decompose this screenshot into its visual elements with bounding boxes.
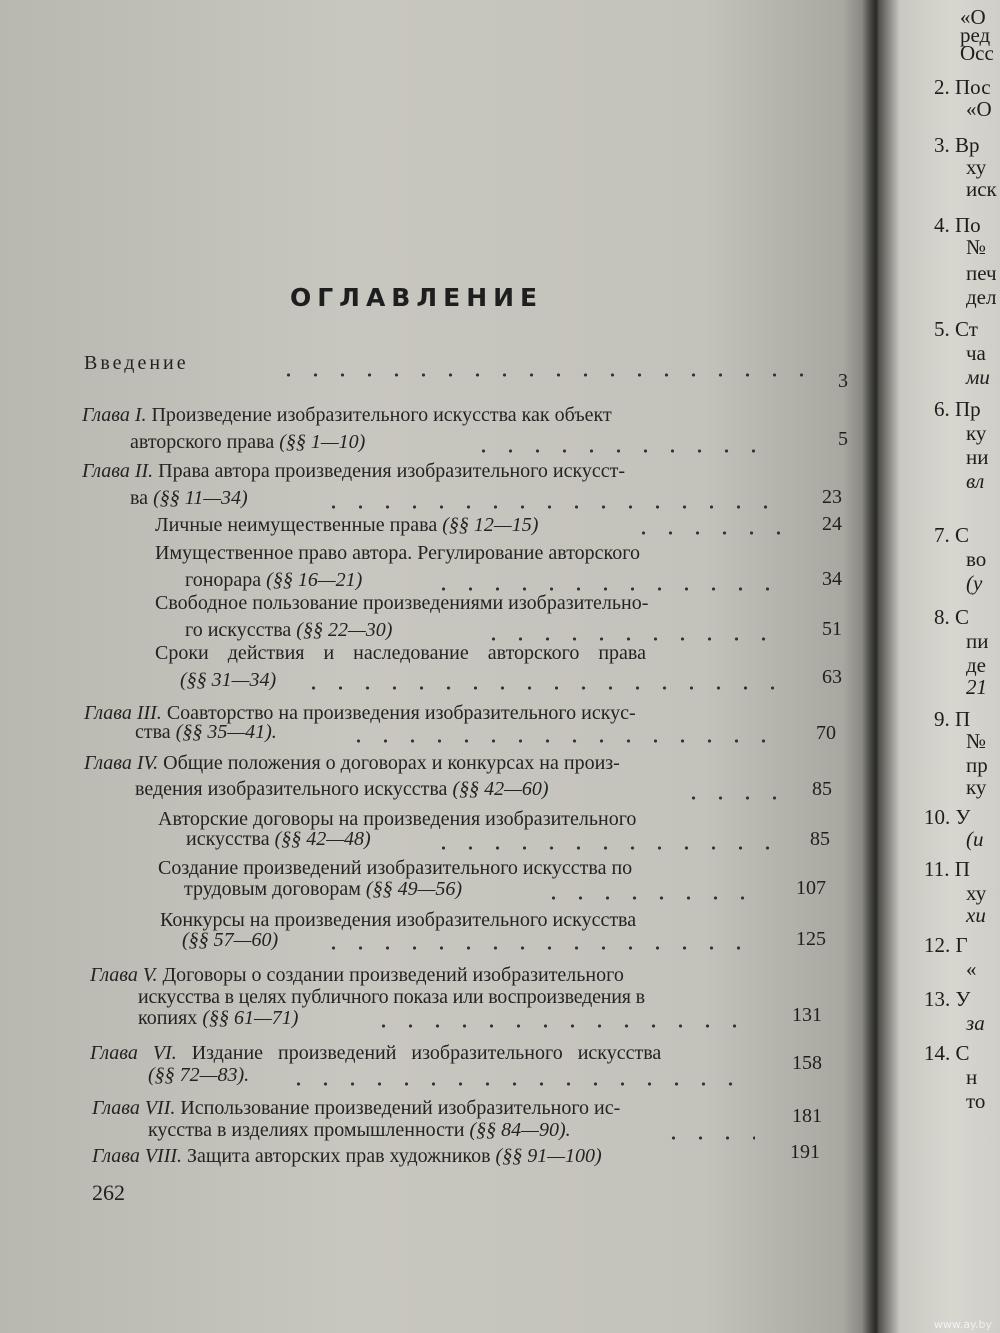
right-fragment: ку — [966, 421, 987, 445]
entry-line: Имущественное право автора. Регулирование авторского — [155, 542, 640, 564]
dot-leader — [680, 795, 780, 801]
dot-leader — [345, 738, 785, 744]
toc-subentry-property-right — [155, 540, 640, 566]
toc-entry-intro: Введение — [84, 352, 189, 374]
right-fragment: № — [966, 235, 987, 259]
section-range: (§§ 61—71) — [202, 1007, 299, 1029]
right-fragment: хи — [966, 903, 986, 927]
toc-subentry-terms-cont — [180, 667, 276, 693]
page-title: ОГЛАВЛЕНИЕ — [290, 283, 544, 312]
page-ref: 34 — [822, 568, 842, 590]
entry-line: го искусства — [185, 619, 292, 641]
right-fragment: 8. С — [934, 605, 970, 629]
right-fragment: 3. Вр — [934, 133, 980, 157]
section-range: (§§ 42—60) — [452, 778, 549, 800]
toc-entry-chapter-2 — [82, 458, 625, 484]
section-range: (§§ 22—30) — [296, 619, 393, 641]
right-fragment: 12. Г — [924, 933, 968, 957]
chapter-label: Глава III. — [84, 702, 162, 724]
toc-entry-chapter-1 — [82, 402, 612, 428]
entry-line: авторского права — [130, 431, 275, 453]
section-range: (§§ 91—100) — [495, 1145, 602, 1167]
dot-leader — [430, 845, 775, 851]
section-range: (§§ 16—21) — [266, 569, 363, 591]
right-fragment: 21 — [966, 675, 987, 699]
right-fragment: 11. П — [924, 857, 970, 881]
toc-subentry-competitions-cont — [182, 927, 278, 953]
right-fragment: ху — [966, 155, 987, 179]
right-fragment: «О — [960, 5, 986, 29]
right-fragment: пр — [966, 753, 988, 777]
page-ref: 3 — [838, 370, 848, 392]
entry-line: Соавторство на произведения изобразительного искус- — [166, 702, 636, 724]
toc-entry-chapter-7-cont — [148, 1117, 571, 1143]
right-fragment: 14. С — [924, 1041, 970, 1065]
dot-leader — [300, 685, 780, 691]
entry-line: Защита авторских прав художников — [187, 1145, 491, 1167]
dot-leader — [370, 1023, 760, 1029]
chapter-label: Глава VI. — [90, 1042, 177, 1064]
entry-line: ведения изобразительного искусства — [135, 778, 448, 800]
page-ref: 131 — [792, 1004, 822, 1026]
right-fragment: « — [966, 957, 977, 981]
dot-leader — [470, 448, 770, 454]
page-ref: 158 — [792, 1052, 822, 1074]
chapter-label: Глава II. — [82, 460, 154, 482]
right-fragment: ни — [966, 445, 989, 469]
right-fragment: де — [966, 653, 987, 677]
page-number: 262 — [92, 1180, 125, 1205]
entry-line: Общие положения о договорах и конкурсах на произ- — [163, 752, 620, 774]
toc-subentry-author-contracts-cont — [186, 826, 371, 852]
chapter-label: Глава V. — [90, 964, 158, 986]
right-fragment: пи — [966, 629, 989, 653]
chapter-label: Глава IV. — [84, 752, 159, 774]
toc-entry-chapter-3-cont — [135, 719, 277, 745]
page-ref: 70 — [816, 722, 836, 744]
entry-line: Сроки действия и наследование авторского права — [155, 642, 646, 664]
entry-line: Договоры о создании произведений изобразительного — [162, 964, 624, 986]
entry-line: Личные неимущественные права — [155, 514, 438, 536]
right-page — [878, 0, 1000, 1333]
dot-leader — [540, 895, 760, 901]
toc-entry-chapter-4-cont — [135, 776, 549, 802]
page-ref: 5 — [838, 428, 848, 450]
chapter-label: Глава I. — [82, 404, 147, 426]
right-fragment: во — [966, 547, 987, 571]
right-fragment: Осс — [960, 41, 994, 65]
right-fragment: (и — [966, 827, 984, 851]
right-fragment: то — [966, 1089, 986, 1113]
toc-subentry-personal-rights — [155, 512, 538, 538]
dot-leader — [320, 945, 760, 951]
section-range: (§§ 49—56) — [365, 878, 463, 900]
section-range: (§§ 12—15) — [442, 514, 539, 536]
page-ref: 23 — [822, 486, 842, 508]
toc-subentry-terms — [155, 640, 646, 666]
page-ref: 85 — [810, 828, 830, 850]
right-fragment: ми — [966, 365, 990, 389]
right-fragment: иск — [966, 177, 997, 201]
toc-subentry-employment-works-cont — [184, 876, 462, 902]
section-range: (§§ 57—60) — [182, 929, 279, 951]
section-range: (§§ 31—34) — [180, 669, 277, 691]
right-fragment: № — [966, 729, 987, 753]
chapter-label: Глава VIII. — [92, 1145, 183, 1167]
entry-line: Произведение изобразительного искусства как объект — [151, 404, 612, 426]
dot-leader — [630, 530, 790, 536]
right-fragment: (у — [966, 571, 983, 595]
entry-line: Права автора произведения изобразительного искусст- — [158, 460, 626, 482]
toc-entry-chapter-1-cont — [130, 429, 365, 455]
right-fragment: 4. По — [934, 213, 981, 237]
entry-line: Авторские договоры на произведения изобразительного — [158, 808, 637, 830]
toc-subentry-free-use — [155, 590, 648, 616]
entry-line: искусства — [186, 828, 270, 850]
right-fragment: вл — [966, 469, 985, 493]
toc-entry-chapter-2-cont — [130, 485, 248, 511]
page-ref: 63 — [822, 666, 842, 688]
right-fragment: ред — [960, 23, 991, 47]
dot-leader — [285, 1081, 755, 1087]
section-range: (§§ 11—34) — [153, 487, 248, 509]
entry-line: копиях — [138, 1007, 198, 1029]
right-fragment: 7. С — [934, 523, 970, 547]
entry-line: ва — [130, 487, 149, 509]
right-fragment: н — [966, 1065, 978, 1089]
right-fragment: за — [966, 1011, 985, 1035]
chapter-label: Глава VII. — [92, 1097, 176, 1119]
entry-line: Создание произведений изобразительного искусства по — [158, 857, 633, 879]
entry-line: гонорара — [185, 569, 262, 591]
entry-line: Издание произведений изобразительного искусства — [191, 1042, 662, 1064]
right-fragment: 2. Пос — [934, 75, 991, 99]
right-fragment: 5. Ст — [934, 317, 978, 341]
page-ref: 51 — [822, 618, 842, 640]
entry-line: ства — [135, 721, 171, 743]
section-range: (§§ 35—41). — [175, 721, 277, 743]
entry-line: кусства в изделиях промышленности — [148, 1119, 465, 1141]
section-range: (§§ 84—90). — [469, 1119, 571, 1141]
right-fragment: «О — [966, 97, 992, 121]
right-fragment: ку — [966, 775, 987, 799]
right-fragment: 9. П — [934, 707, 971, 731]
toc-entry-chapter-8 — [92, 1143, 602, 1169]
toc-entry-chapter-6-cont — [148, 1062, 249, 1088]
section-range: (§§ 42—48) — [274, 828, 371, 850]
entry-line: Свободное пользование произведениями изобразительно- — [155, 592, 649, 614]
section-range: (§§ 72—83). — [148, 1064, 250, 1086]
page-ref: 107 — [796, 877, 826, 899]
right-fragment: дел — [966, 285, 997, 309]
watermark: www.ay.by — [933, 1318, 992, 1331]
entry-line: Использование произведений изобразительного ис- — [180, 1097, 621, 1119]
right-fragment: ча — [966, 341, 986, 365]
dot-leader — [275, 372, 815, 378]
entry-line: искусства в целях публичного показа или воспроизведения в — [138, 986, 645, 1008]
right-fragment: печ — [966, 261, 997, 285]
entry-line: трудовым договорам — [184, 878, 361, 900]
right-fragment: 10. У — [924, 805, 971, 829]
page-ref: 24 — [822, 513, 842, 535]
dot-leader — [320, 504, 790, 510]
page-ref: 85 — [812, 778, 832, 800]
section-range: (§§ 1—10) — [279, 431, 366, 453]
bleed-through-text — [90, 0, 810, 300]
dot-leader — [660, 1135, 755, 1141]
page-ref: 191 — [790, 1141, 820, 1163]
toc-entry-chapter-5-cont2 — [138, 1005, 298, 1031]
right-fragment: ху — [966, 881, 987, 905]
toc-entry-chapter-4 — [84, 750, 620, 776]
right-fragment: 13. У — [924, 987, 971, 1011]
entry-line: Конкурсы на произведения изобразительного искусства — [160, 909, 637, 931]
page-ref: 181 — [792, 1105, 822, 1127]
right-fragment: 6. Пр — [934, 397, 981, 421]
page-ref: 125 — [796, 928, 826, 950]
